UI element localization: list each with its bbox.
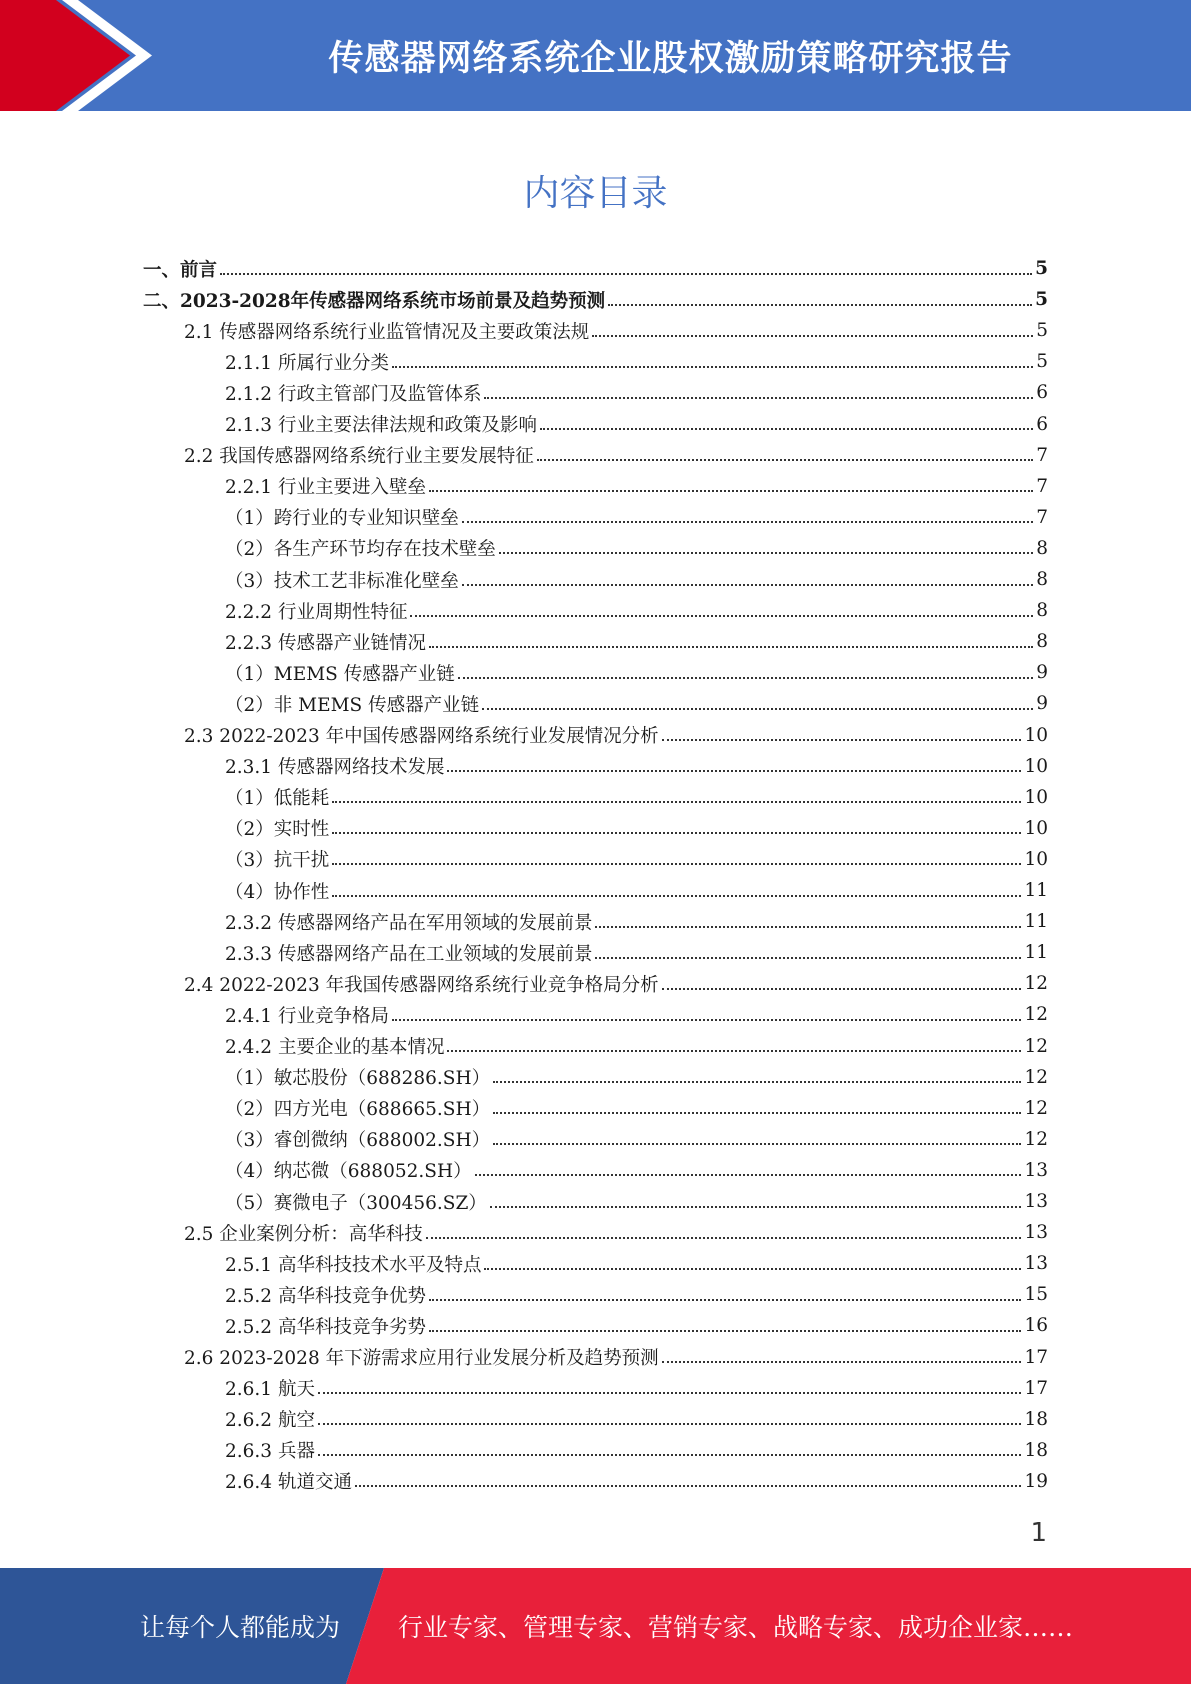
toc-entry-label: 2.5.1 高华科技技术水平及特点 (225, 1254, 482, 1276)
toc-entry-label: 2.6.4 轨道交通 (225, 1472, 352, 1494)
toc-entry-label: 2.6.3 兵器 (225, 1441, 315, 1463)
footer-slogan-left: 让每个人都能成为 (140, 1613, 341, 1642)
toc-entry[interactable] (225, 813, 1048, 844)
toc-entry-page: 5 (1035, 258, 1048, 279)
toc-entry-label: 二、2023-2028年传感器网络系统市场前景及趋势预测 (143, 290, 606, 312)
toc-entry-label: （1）MEMS 传感器产业链 (225, 663, 455, 685)
chevron-arrow-icon (0, 0, 160, 111)
toc-leader-dots (447, 756, 1021, 772)
toc-leader-dots (662, 725, 1022, 741)
toc-leader-dots (355, 1471, 1022, 1487)
toc-entry-page: 10 (1024, 786, 1048, 808)
toc-entry-label: （4）协作性 (225, 881, 330, 903)
toc-entry-page: 12 (1024, 1035, 1048, 1057)
toc-entry[interactable] (225, 1248, 1048, 1279)
toc-entry-page: 13 (1024, 1191, 1048, 1212)
toc-leader-dots (429, 1316, 1021, 1332)
toc-entry[interactable] (225, 1373, 1048, 1404)
toc-entry-label: （2）非 MEMS 传感器产业链 (225, 694, 480, 716)
toc-entry-page: 5 (1036, 351, 1048, 373)
toc-entry-label: （4）纳芯微（688052.SH） (225, 1161, 472, 1183)
report-footer (0, 1568, 1191, 1684)
toc-leader-dots (482, 694, 1033, 710)
toc-entry-page: 6 (1036, 382, 1048, 404)
toc-entry-page: 12 (1024, 973, 1048, 995)
toc-entry-page: 8 (1036, 631, 1048, 653)
toc-entry-label: 2.6.1 航天 (225, 1379, 315, 1401)
toc-entry[interactable] (225, 409, 1048, 440)
toc-entry[interactable] (225, 906, 1048, 937)
page-number: 1 (1030, 1518, 1047, 1548)
toc-leader-dots (429, 1285, 1021, 1301)
toc-entry-page: 13 (1024, 1253, 1048, 1275)
toc-leader-dots (332, 818, 1021, 834)
toc-leader-dots (595, 912, 1021, 928)
toc-entry-label: 2.5.2 高华科技竞争优势 (225, 1285, 426, 1307)
toc-entry[interactable] (225, 346, 1048, 377)
toc-entry[interactable] (225, 1279, 1048, 1310)
toc-entry-label: 2.2.3 传感器产业链情况 (225, 632, 426, 654)
toc-leader-dots (537, 445, 1033, 461)
toc-leader-dots (392, 1005, 1021, 1021)
toc-entry-page: 5 (1036, 320, 1048, 342)
toc-entry-page: 10 (1024, 755, 1048, 777)
toc-leader-dots (318, 1440, 1022, 1456)
toc-leader-dots (592, 321, 1033, 337)
toc-entry-page: 19 (1024, 1470, 1048, 1492)
toc-entry-page: 8 (1036, 537, 1048, 559)
toc-entry-label: 2.4.2 主要企业的基本情况 (225, 1037, 445, 1058)
toc-entry-page: 8 (1036, 569, 1048, 590)
toc-entry[interactable] (225, 782, 1048, 813)
toc-leader-dots (410, 601, 1033, 617)
toc-entry[interactable] (225, 937, 1048, 968)
toc-entry[interactable] (225, 844, 1048, 875)
toc-entry[interactable] (225, 1155, 1048, 1186)
toc-entry-label: （2）各生产环节均存在技术壁垒 (225, 539, 496, 561)
toc-heading: 内容目录 (523, 173, 668, 214)
toc-entry[interactable] (225, 875, 1048, 906)
toc-entry-label: 2.3.1 传感器网络技术发展 (225, 757, 445, 779)
toc-entry[interactable] (225, 1186, 1048, 1217)
toc-entry-page: 13 (1024, 1159, 1048, 1181)
toc-entry[interactable] (225, 1466, 1048, 1497)
toc-entry-label: （2）四方光电（688665.SH） (225, 1099, 491, 1121)
toc-entry[interactable] (143, 253, 1048, 284)
toc-leader-dots (662, 974, 1022, 990)
toc-entry-page: 7 (1036, 444, 1048, 466)
toc-entry[interactable] (184, 720, 1048, 751)
toc-entry-page: 16 (1024, 1315, 1048, 1337)
toc-entry-page: 6 (1036, 413, 1048, 435)
toc-entry[interactable] (225, 657, 1048, 688)
toc-leader-dots (462, 570, 1033, 586)
toc-entry[interactable] (184, 315, 1048, 346)
toc-entry-page: 18 (1024, 1439, 1048, 1461)
toc-entry[interactable] (184, 1342, 1048, 1373)
toc-entry-page: 5 (1035, 289, 1048, 311)
toc-leader-dots (458, 663, 1034, 679)
toc-entry-label: 2.6.2 航空 (225, 1410, 315, 1432)
toc-entry[interactable] (225, 626, 1048, 657)
toc-entry[interactable] (225, 1310, 1048, 1341)
toc-entry-page: 12 (1024, 1004, 1048, 1026)
toc-entry-page: 7 (1036, 506, 1048, 528)
toc-entry-label: （5）赛微电子（300456.SZ） (225, 1192, 487, 1214)
toc-entry-page: 11 (1024, 911, 1048, 933)
toc-entry-label: 2.1.2 行政主管部门及监管体系 (225, 383, 482, 405)
toc-leader-dots (475, 1160, 1022, 1176)
toc-entry-label: 2.3.2 传感器网络产品在军用领域的发展前景 (225, 912, 593, 934)
toc-leader-dots (332, 787, 1021, 803)
toc-entry[interactable] (184, 968, 1048, 999)
toc-entry-label: 2.5 企业案例分析：高华科技 (184, 1223, 423, 1245)
toc-entry[interactable] (225, 377, 1048, 408)
toc-leader-dots (426, 1223, 1022, 1239)
toc-entry-label: 2.2.1 行业主要进入壁垒 (225, 477, 426, 499)
toc-leader-dots (493, 1098, 1021, 1114)
toc-entry[interactable] (225, 999, 1048, 1030)
toc-entry-label: 2.3 2022-2023 年中国传感器网络系统行业发展情况分析 (184, 726, 659, 747)
toc-entry[interactable] (225, 688, 1048, 719)
toc-entry[interactable] (225, 751, 1048, 782)
toc-leader-dots (318, 1378, 1022, 1394)
toc-entry[interactable] (225, 1124, 1048, 1155)
toc-entry-page: 17 (1024, 1346, 1048, 1368)
toc-entry[interactable] (225, 1093, 1048, 1124)
toc-entry[interactable] (225, 502, 1048, 533)
toc-entry-page: 10 (1024, 724, 1048, 746)
report-title: 传感器网络系统企业股权激励策略研究报告 (328, 38, 1013, 79)
toc-entry-label: 2.1 传感器网络系统行业监管情况及主要政策法规 (184, 321, 590, 343)
toc-entry[interactable] (225, 533, 1048, 564)
toc-entry[interactable] (225, 1062, 1048, 1093)
toc-leader-dots (220, 259, 1032, 275)
toc-entry-page: 10 (1024, 817, 1048, 839)
toc-leader-dots (493, 1129, 1021, 1145)
toc-entry[interactable] (225, 471, 1048, 502)
toc-entry-label: 2.2 我国传感器网络系统行业主要发展特征 (184, 446, 534, 468)
toc-entry-label: （2）实时性 (225, 819, 330, 841)
report-header (0, 0, 1191, 111)
toc-leader-dots (429, 476, 1033, 492)
toc-entry-label: 2.4.1 行业竞争格局 (225, 1005, 389, 1027)
toc-entry-page: 13 (1024, 1222, 1048, 1244)
toc-entry[interactable] (225, 1435, 1048, 1466)
toc-entry[interactable] (225, 564, 1048, 595)
toc-entry-label: （3）技术工艺非标准化壁垒 (225, 570, 459, 592)
toc-entry-page: 12 (1024, 1066, 1048, 1088)
toc-entry[interactable] (225, 1031, 1048, 1062)
toc-leader-dots (318, 1409, 1022, 1425)
toc-entry-label: 2.2.2 行业周期性特征 (225, 601, 408, 623)
toc-entry-label: （3）抗干扰 (225, 850, 330, 872)
toc-entry-label: 2.1.3 行业主要法律法规和政策及影响 (225, 415, 537, 436)
toc-entry-label: 一、前言 (143, 259, 218, 281)
toc-entry-page: 11 (1024, 942, 1048, 964)
toc-entry[interactable] (143, 284, 1048, 315)
toc-entry-page: 8 (1036, 600, 1048, 622)
toc-entry-page: 9 (1036, 693, 1048, 715)
toc-entry[interactable] (184, 440, 1048, 471)
toc-entry-page: 17 (1024, 1377, 1048, 1399)
toc-entry-page: 10 (1024, 848, 1048, 870)
toc-leader-dots (493, 1067, 1021, 1083)
toc-entry[interactable] (184, 1217, 1048, 1248)
toc-entry-label: 2.1.1 所属行业分类 (225, 352, 389, 374)
toc-entry-page: 11 (1024, 880, 1048, 901)
toc-leader-dots (499, 538, 1033, 554)
toc-leader-dots (429, 632, 1033, 648)
toc-entry-page: 12 (1024, 1097, 1048, 1119)
toc-leader-dots (608, 290, 1032, 306)
footer-slogan-right: 行业专家、管理专家、营销专家、战略专家、成功企业家…… (398, 1613, 1074, 1642)
toc-leader-dots (540, 414, 1033, 430)
toc-entry-page: 12 (1024, 1128, 1048, 1150)
toc-entry-label: （1）跨行业的专业知识壁垒 (225, 508, 459, 530)
toc-entry-label: 2.5.2 高华科技竞争劣势 (225, 1316, 426, 1338)
toc-entry-label: （1）敏芯股份（688286.SH） (225, 1068, 491, 1090)
toc-entry[interactable] (225, 1404, 1048, 1435)
toc-leader-dots (332, 881, 1021, 897)
toc-entry-label: 2.4 2022-2023 年我国传感器网络系统行业竞争格局分析 (184, 974, 659, 996)
toc-entry-label: （1）低能耗 (225, 788, 330, 810)
toc-leader-dots (595, 943, 1021, 959)
toc-leader-dots (484, 383, 1033, 399)
toc-leader-dots (332, 849, 1021, 865)
toc-entry-page: 9 (1036, 662, 1048, 684)
toc-leader-dots (484, 1254, 1021, 1270)
toc-leader-dots (392, 352, 1033, 368)
toc-leader-dots (447, 1036, 1021, 1052)
toc-leader-dots (662, 1347, 1022, 1363)
toc-entry-label: 2.3.3 传感器网络产品在工业领域的发展前景 (225, 943, 593, 965)
toc-leader-dots (490, 1192, 1022, 1208)
toc-entry-label: （3）睿创微纳（688002.SH） (225, 1130, 491, 1152)
toc-entry-label: 2.6 2023-2028 年下游需求应用行业发展分析及趋势预测 (184, 1348, 659, 1369)
toc-entry[interactable] (225, 595, 1048, 626)
toc-entry-page: 15 (1024, 1284, 1048, 1306)
toc-leader-dots (462, 507, 1033, 523)
toc-entry-page: 18 (1024, 1408, 1048, 1430)
toc-entry-page: 7 (1036, 475, 1048, 497)
